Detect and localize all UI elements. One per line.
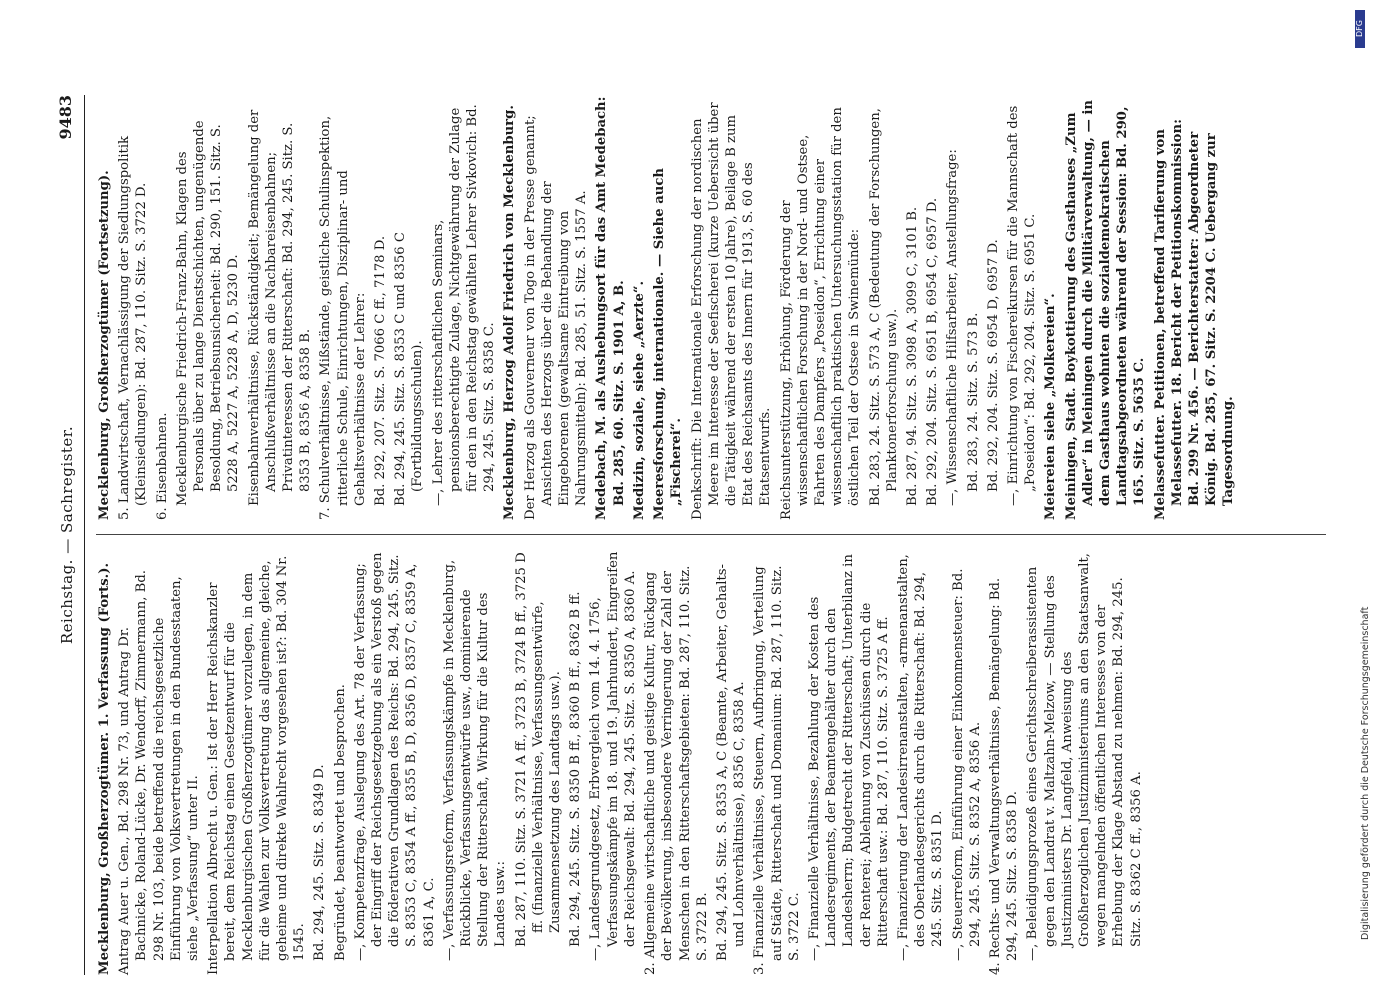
page-number: 9483	[56, 95, 75, 140]
register-entry: 2. Allgemeine wirtschaftliche und geistige Kultur, Rückgang der Bevölkerung, insbesondere Verringerung der Zahl der Menschen in den Ritterschaftsgebieten: Bd. 287, 110. Sitz. S. 3722 B.	[643, 565, 710, 975]
register-entry: 4. Rechts- und Verwaltungsverhältnisse, Bemängelung: Bd. 294, 245. Sitz. S. 8358 D.	[987, 577, 1021, 975]
register-entry: Reichsunterstützung, Erhöhung, Förderung der wissenschaftlichen Forschung in der Nord- und Ostsee, Fahrten des Dampfers „Poseidon“, Errichtung einer wissenschaftlich praktischen Untersuchungsstation für den östlichen Teil der Ostsee in Swinemünde:	[778, 107, 863, 520]
rotated-register-sheet	[50, 95, 1340, 975]
digitization-credit: Digitalisierung gefördert durch die Deutsche Forschungsgemeinschaft	[1360, 606, 1371, 940]
running-title: Reichstag. — Sachregister.	[58, 425, 76, 645]
register-entry: 3. Finanzielle Verhältnisse, Steuern, Aufbringung, Verteilung auf Städte, Ritterschaft und Domanium: Bd. 287, 110. Sitz. S. 3722 C.	[752, 565, 802, 975]
register-entry: Bd. 283, 24. Sitz. S. 573 B.	[965, 312, 981, 492]
register-entry: Der Herzog als Gouverneur von Togo in der Presse genannt; Ansichten des Herzogs über die Behandlung der Eingeborenen (gewaltsame Eintreibung von Nahrungsmitteln): Bd. 285, 51. Sitz. S. 1557 A.	[522, 115, 590, 520]
register-entry: —, Lehrer des ritterschaftlichen Seminars, pensionsberechtigte Zulage, Nichtgewährung der Zulage für den in den Reichstag gewählten Lehrer Sivkovich: Bd. 294, 245. Sitz. S. 8358 C.	[430, 104, 498, 506]
register-entry: Bd. 287, 94. Sitz. S. 3098 A, 3099 C, 3101 B.	[904, 206, 920, 506]
register-heading: Meiereien siehe „Molkereien“.	[1043, 293, 1059, 520]
register-entry: Bd. 294, 245. Sitz. S. 8349 D.	[312, 764, 328, 961]
register-entry: Begründet, beantwortet und besprochen.	[332, 684, 348, 961]
register-entry: Bd. 283, 24. Sitz. S. 573 A, C (Bedeutung der Forschungen, Planktonerforschung usw.).	[867, 108, 900, 506]
register-entry: —, Beleidigungsprozeß eines Gerichtsschreiberassistenten gegen den Landrat v. Maltzahn-Melzow, — Stellung des Justizministers Dr. Langfeld, Anweisung des Großherzoglichen Justizministeriums an den Staatsanwalt, wegen mangelnden öffentlichen Interesses von der Erhebung der Klage Abstand zu nehmen: Bd. 294, 245. Sitz. S. 8362 C ff., 8356 A.	[1025, 553, 1144, 961]
register-heading: Mecklenburg, Herzog Adolf Friedrich von Mecklenburg.	[502, 105, 518, 520]
dfg-logo: DFG	[1355, 10, 1365, 48]
register-heading: Meeresforschung, internationale. — Siehe auch „Fischerei“.	[652, 168, 685, 520]
register-heading: Mecklenburg, Großherzogtümer (Fortsetzung).	[97, 170, 112, 520]
register-entry: —, Kompetenzfrage, Auslegung des Art. 78 der Verfassung; der Eingriff der Reichsgesetzgebung als ein Verstoß gegen die föderativen Grundlagen des Reichs: Bd. 294, 245. Sitz. S. 8353 C, 8354 A ff., 8355 B, D, 8356 D, 8357 C, 8359 A, 8361 A, C.	[352, 552, 437, 961]
register-entry: 5. Landwirtschaft, Vernachlässigung der Siedlungspolitik (Kleinsiedlungen): Bd. 287, 110. Sitz. S. 3722 D.	[117, 135, 150, 520]
column-divider	[96, 534, 1326, 535]
register-entry: —, Wissenschaftliche Hilfsarbeiter, Anstellungsfrage:	[945, 149, 961, 506]
register-entry: Bd. 294, 245. Sitz. S. 8353 A, C (Beamte, Arbeiter, Gehalts- und Lohnverhältnisse), 8356 C, 8358 A.	[714, 564, 748, 961]
register-entry: Antrag Auer u. Gen., Bd. 298 Nr. 73, und Antrag Dr. Bachnicke, Roland-Lücke, Dr. Wendorff, Zimmermann, Bd. 298 Nr. 103, beide betreffend die reichsgesetzliche Einführung von Volksvertretungen in den Bundesstaaten, siehe „Verfassung“ unter II.	[117, 570, 202, 975]
register-entry: Bd. 287, 110. Sitz. S. 3721 A ff., 3723 B, 3724 B ff., 3725 D ff. (finanzielle Verhältnisse, Verfassungsentwürfe, Zusammensetzung des Landtags usw.).	[513, 552, 564, 947]
register-entry: Bd. 294, 245. Sitz. S. 8353 C und 8356 C (Fortbildungsschulen).	[393, 232, 426, 506]
register-heading: Medizin, soziale, siehe „Aerzte“.	[631, 280, 647, 520]
register-entry: Bd. 292, 204. Sitz. S. 6954 D, 6957 D.	[985, 239, 1001, 492]
left-column	[96, 550, 1148, 975]
register-entry: Bd. 294, 245. Sitz. S. 8350 B ff., 8360 B ff., 8362 B ff.	[568, 591, 584, 947]
register-entry: —, Einrichtung von Fischereikursen für die Mannschaft des „Poseidon“: Bd. 292, 204. Sitz. S. 6951 C.	[1005, 105, 1039, 506]
register-entry: Eisenbahnverhältnisse, Rückständigkeit; Bemängelung der Anschlußverhältnisse an die Nachbareisenbahnen; Privatinteressen der Ritterschaft: Bd. 294, 245. Sitz. S. 8353 B, 8356 A, 8358 B.	[246, 109, 314, 506]
register-heading: Meiningen, Stadt. Boykottierung des Gasthauses „Zum Adler“ in Meiningen durch die Militärverwaltung, — in dem Gasthaus wohnten die sozialdemokratischen Landtagsabgeordneten während der Session: Bd. 290, 165. Sitz. S. 5635 C.	[1063, 100, 1148, 520]
register-heading: Mecklenburg, Großherzogtümer. 1. Verfassung (Forts.).	[97, 562, 112, 975]
register-entry: Mecklenburgische Friedrich-Franz-Bahn, Klagen des Personals über zu lange Dienstschichten, ungenügende Besoldung, Betriebsunsicherheit: Bd. 290, 151. Sitz. S. 5228 A, 5227 A, 5228 A, D, 5230 D.	[174, 120, 242, 506]
register-heading: Medebach, M. als Aushebungsort für das Amt Medebach: Bd. 285, 60. Sitz. S. 1901 A, B.	[594, 96, 627, 520]
register-entry: Interpellation Albrecht u. Gen.: Ist der Herr Reichskanzler bereit, dem Reichstag einen Gesetzentwurf für die Mecklenburgischen Großherzogtümer vorzulegen, in dem für die Wahlen zur Volksvertretung das allgemeine, gleiche, geheime und direkte Wahlrecht vorgesehen ist?: Bd. 304 Nr. 1545.	[206, 555, 308, 975]
register-entry: —, Steuerreform, Einführung einer Einkommensteuer: Bd. 294, 245. Sitz. S. 8352 A, 8356 A.	[950, 568, 983, 961]
register-entry: —, Verfassungsreform, Verfassungskämpfe in Mecklenburg, Rückblicke, Verfassungsentwürfe usw., dominierende Stellung der Ritterschaft, Wirkung für die Kultur des Landes usw.:	[441, 559, 509, 961]
header-rule	[84, 95, 85, 975]
register-entry: Denkschrift: Die Internationale Erforschung der nordischen Meere im Interesse der Seefischerei (kurze Uebersicht über die Tätigkeit während der ersten 10 Jahre), Beilage B zum Etat des Reichsamts des Innern für 1913, S. 60 des Etatsentwurfs.	[689, 102, 774, 520]
register-entry: —, Finanzierung der Landesirrenanstalten, -armenanstalten, des Oberlandesgerichts durch die Ritterschaft: Bd. 294, 245. Sitz. S. 8351 D.	[895, 554, 946, 961]
register-heading: Melassefutter. Petitionen, betreffend Tarifierung von Melassefutter. 18. Bericht der Petitionskommission: Bd. 299 Nr. 456. — Berichterstatter: Abgeordneter König. Bd. 285, 67. Sitz. S. 2204 C. Uebergang zur Tagesordnung.	[1152, 119, 1237, 520]
register-entry: 7. Schulverhältnisse, Mißstände, geistliche Schulinspektion, ritterliche Schule, Einrichtungen, Disziplinar- und Gehaltsverhältnisse der Lehrer:	[318, 115, 368, 520]
register-entry: Bd. 292, 204. Sitz. S. 6951 B, 6954 C, 6957 D.	[925, 197, 941, 506]
page-header	[50, 95, 90, 975]
register-entry: Bd. 292, 207. Sitz. S. 7066 C ff., 7178 D.	[373, 235, 389, 506]
right-column	[96, 95, 1241, 520]
register-entry: —, Landesgrundgesetz, Erbvergleich vom 14. 4. 1756, Verfassungskämpfe im 18. und 19. Jahrhundert, Eingreifen der Reichsgewalt: Bd. 294, 245. Sitz. S. 8350 A, 8360 A.	[588, 551, 638, 961]
register-entry: —, Finanzielle Verhältnisse, Bezahlung der Kosten des Landesregiments, der Beamtengehälter durch den Landesherrn; Budgetrecht der Ritterschaft; Unterbilanz in der Renterei; Ablehnung von Zuschüssen durch die Ritterschaft usw.: Bd. 287, 110. Sitz. S. 3725 A ff.	[806, 554, 891, 961]
register-entry: 6. Eisenbahnen.	[154, 412, 170, 520]
